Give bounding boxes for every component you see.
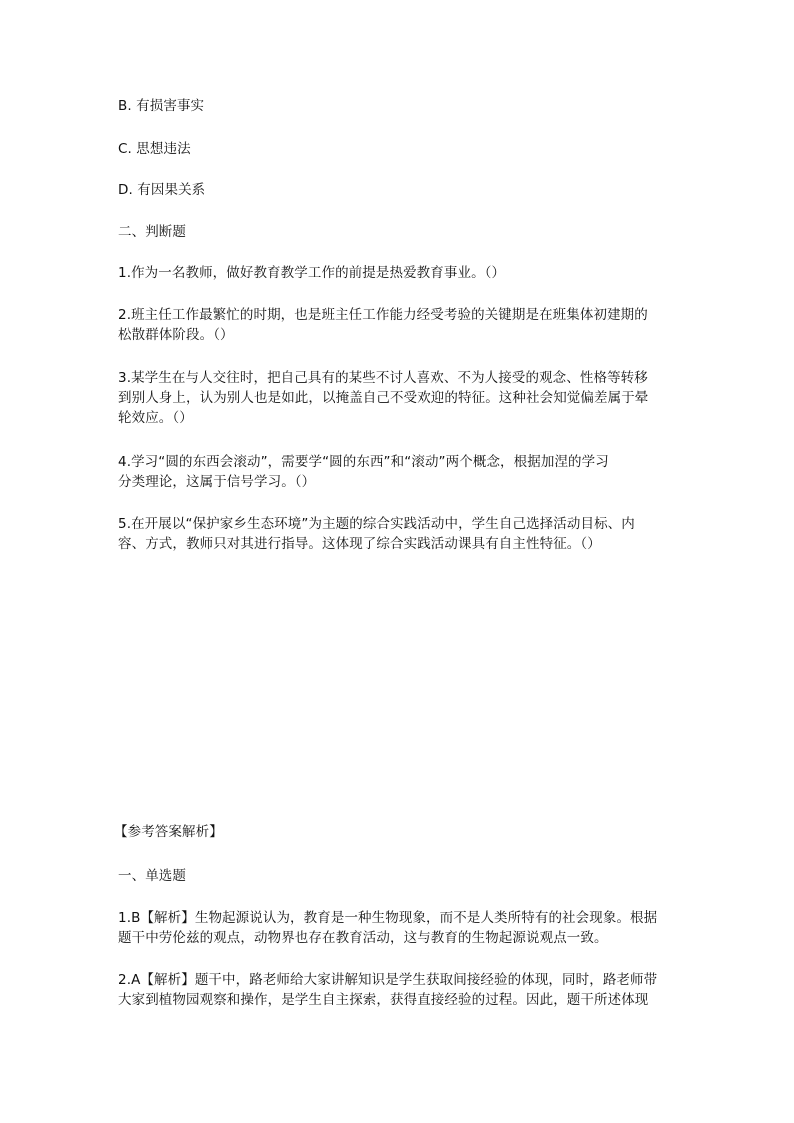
question-2-line: 2.班主任工作最繁忙的时期，也是班主任工作能力经受考验的关键期是在班集体初建期的: [118, 307, 648, 323]
question-3-line: 3.某学生在与人交往时，把自己具有的某些不讨人喜欢、不为人接受的观念、性格等转移: [118, 370, 648, 386]
option-d: D. 有因果关系: [118, 182, 206, 198]
answer-2-line: 2.A【解析】题干中，路老师给大家讲解知识是学生获取间接经验的体现，同时，路老师带: [118, 972, 658, 988]
question-1-line: 1.作为一名教师，做好教育教学工作的前提是热爱教育事业。（）: [118, 265, 506, 281]
answer-2-line: 大家到植物园观察和操作，是学生自主探索，获得直接经验的过程。因此，题干所述体现: [118, 992, 649, 1008]
question-4-line: 4.学习“圆的东西会滚动”，需要学“圆的东西”和“滚动”两个概念，根据加涅的学习: [118, 454, 609, 470]
question-3-line: 到别人身上，认为别人也是如此，以掩盖自己不受欢迎的特征。这种社会知觉偏差属于晕: [118, 390, 649, 406]
option-b: B. 有损害事实: [118, 98, 205, 114]
answer-1-line: 题干中劳伦兹的观点，动物界也存在教育活动，这与教育的生物起源说观点一致。: [118, 930, 608, 946]
question-5-line: 容、方式，教师只对其进行指导。这体现了综合实践活动课具有自主性特征。（）: [118, 536, 601, 552]
answers-section-title: 一、单选题: [118, 868, 186, 884]
question-2-line: 松散群体阶段。（）: [118, 327, 234, 343]
question-3-line: 轮效应。（）: [118, 410, 193, 426]
answer-1-line: 1.B【解析】生物起源说认为，教育是一种生物现象，而不是人类所特有的社会现象。根据: [118, 910, 658, 926]
answers-title: 【参考答案解析】: [114, 824, 223, 840]
section-title-true-false: 二、判断题: [118, 224, 186, 240]
question-5-line: 5.在开展以“保护家乡生态环境”为主题的综合实践活动中，学生自己选择活动目标、内: [118, 516, 635, 532]
question-4-line: 分类理论，这属于信号学习。（）: [118, 474, 316, 490]
option-c: C. 思想违法: [118, 141, 191, 157]
